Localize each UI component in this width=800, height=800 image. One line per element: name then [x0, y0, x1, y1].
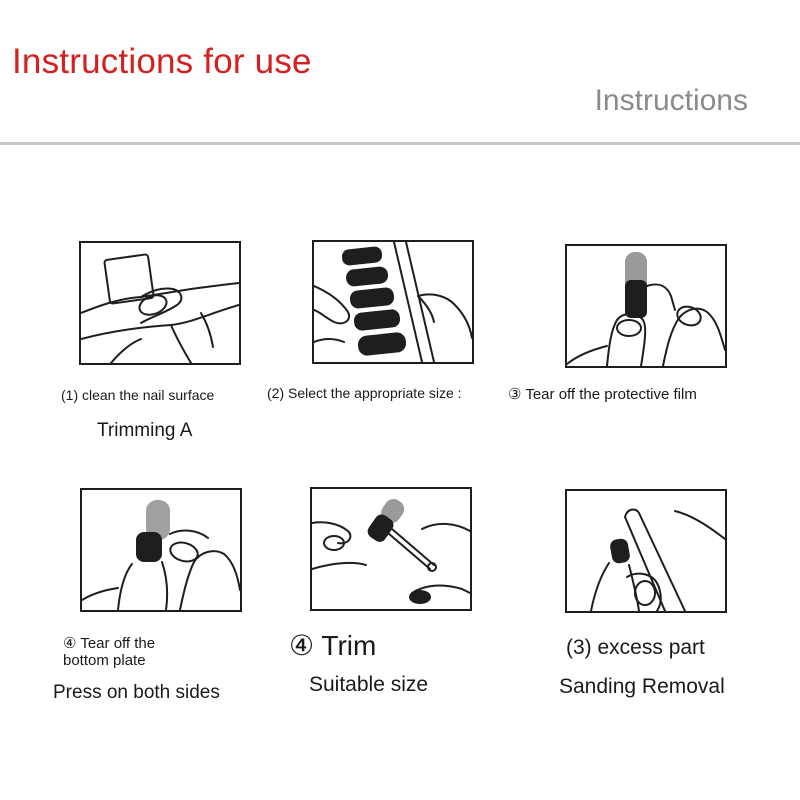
step5-subcaption: Suitable size — [309, 673, 429, 696]
step6-caption: (3) excess part — [566, 636, 705, 659]
step2-illustration — [312, 240, 474, 364]
step4-caption-line1: ④ Tear off the — [63, 635, 156, 652]
step4-caption-line2: bottom plate — [63, 652, 146, 669]
page-subtitle: Instructions — [594, 84, 748, 117]
step4-subcaption: Press on both sides — [53, 682, 220, 703]
step5-caption: ④ Trim — [289, 630, 377, 661]
step6-subcaption: Sanding Removal — [559, 675, 725, 698]
step3-caption: ③ Tear off the protective film — [508, 386, 697, 403]
step5-illustration — [310, 487, 472, 611]
step2-caption: (2) Select the appropriate size : — [267, 385, 462, 401]
step6-illustration — [565, 489, 727, 613]
step4-illustration — [80, 488, 242, 612]
page-title: Instructions for use — [12, 42, 312, 81]
step3-illustration — [565, 244, 727, 368]
step1-subcaption: Trimming A — [97, 420, 193, 441]
header-divider — [0, 142, 800, 145]
step1-illustration — [79, 241, 241, 365]
step1-caption: (1) clean the nail surface — [61, 387, 215, 403]
